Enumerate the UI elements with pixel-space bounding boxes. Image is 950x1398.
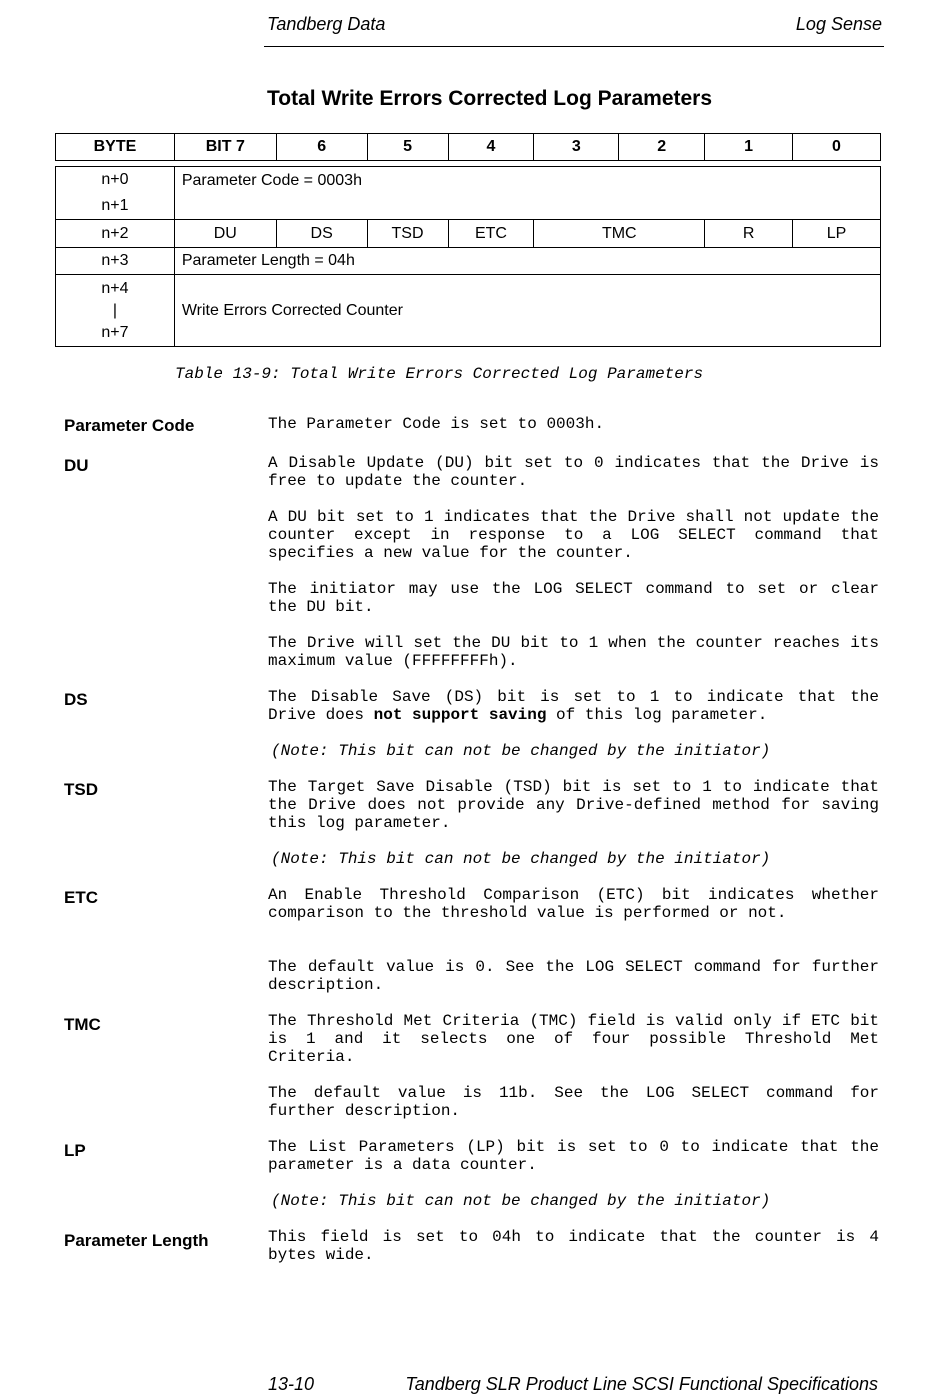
footer-page-number: 13-10 — [268, 1374, 315, 1394]
header-company: Tandberg Data — [267, 14, 386, 34]
ds-cell: DS — [276, 220, 367, 248]
desc-du-4: The Drive will set the DU bit to 1 when the counter reaches its maximum value (FFFFFFFFh). — [268, 634, 879, 670]
table-row — [56, 220, 881, 248]
byte-range-bar: | — [112, 301, 117, 319]
tsd-cell: TSD — [367, 220, 448, 248]
term-parameter-length: Parameter Length — [64, 1231, 209, 1250]
desc-parameter-length: This field is set to 04h to indicate that the counter is 4 bytes wide. — [268, 1228, 879, 1264]
etc-cell: ETC — [448, 220, 534, 248]
note-lp: (Note: This bit can not be changed by the initiator) — [271, 1192, 771, 1210]
desc-ds-text: The Disable Save (DS) bit is set to 1 to indicate that the Drive does — [268, 688, 879, 724]
lp-cell: LP — [793, 220, 881, 248]
col-header-bit3: 3 — [534, 134, 619, 161]
tmc-cell: TMC — [534, 220, 705, 248]
r-cell: R — [705, 220, 793, 248]
byte-label: n+0 — [101, 171, 129, 188]
table-caption: Table 13-9: Total Write Errors Corrected Log Parameters — [175, 365, 704, 383]
desc-ds-1 — [268, 688, 879, 724]
term-tmc: TMC — [64, 1015, 101, 1034]
desc-etc-1: An Enable Threshold Comparison (ETC) bit indicates whether comparison to the threshold value is performed or not. — [268, 886, 879, 922]
page-title: Total Write Errors Corrected Log Parameters — [267, 87, 713, 110]
parameter-length-cell: Parameter Length = 04h — [174, 248, 880, 275]
desc-parameter-code: The Parameter Code is set to 0003h. — [268, 415, 605, 433]
byte-label: n+3 — [56, 248, 175, 275]
byte-label: n+1 — [101, 197, 129, 214]
term-parameter-code: Parameter Code — [64, 416, 195, 435]
table-row — [56, 248, 881, 275]
col-header-byte: BYTE — [56, 134, 175, 161]
term-ds: DS — [64, 690, 88, 709]
desc-tmc-2: The default value is 11b. See the LOG SELECT command for further description. — [268, 1084, 879, 1120]
desc-du-3: The initiator may use the LOG SELECT command to set or clear the DU bit. — [268, 580, 879, 616]
bit-table-header — [55, 133, 881, 161]
term-tsd: TSD — [64, 780, 98, 799]
byte-label: n+7 — [101, 323, 129, 341]
desc-lp-1: The List Parameters (LP) bit is set to 0 to indicate that the parameter is a data counter. — [268, 1138, 879, 1174]
byte-cell — [56, 167, 175, 220]
col-header-bit1: 1 — [705, 134, 793, 161]
counter-cell: Write Errors Corrected Counter — [174, 275, 880, 347]
col-header-bit6: 6 — [276, 134, 367, 161]
header-rule — [264, 46, 884, 47]
desc-ds-text: of this log parameter. — [546, 706, 768, 724]
desc-tmc-1: The Threshold Met Criteria (TMC) field is valid only if ETC bit is 1 and it selects one of four possible Threshold Met Criteria. — [268, 1012, 879, 1066]
desc-du-1: A Disable Update (DU) bit set to 0 indicates that the Drive is free to update the counter. — [268, 454, 879, 490]
col-header-bit0: 0 — [793, 134, 881, 161]
col-header-bit2: 2 — [619, 134, 705, 161]
col-header-bit5: 5 — [367, 134, 448, 161]
note-ds: (Note: This bit can not be changed by the initiator) — [271, 742, 771, 760]
term-lp: LP — [64, 1141, 86, 1160]
desc-du-2: A DU bit set to 1 indicates that the Drive shall not update the counter except in response to a LOG SELECT command that specifies a new value for the counter. — [268, 508, 879, 562]
byte-cell — [56, 275, 175, 347]
footer-document-title: Tandberg SLR Product Line SCSI Functional Specifications — [405, 1374, 878, 1394]
desc-ds-emphasis: not support saving — [373, 706, 547, 724]
table-row — [56, 275, 881, 347]
header-section: Log Sense — [795, 14, 882, 34]
term-etc: ETC — [64, 888, 98, 907]
parameter-code-cell: Parameter Code = 0003h — [174, 167, 880, 220]
bit-table-body — [55, 166, 881, 347]
byte-label: n+4 — [101, 279, 129, 297]
desc-etc-2: The default value is 0. See the LOG SELECT command for further description. — [268, 958, 879, 994]
table-row — [56, 167, 881, 220]
col-header-bit4: 4 — [448, 134, 534, 161]
byte-label: n+2 — [56, 220, 175, 248]
term-du: DU — [64, 456, 89, 475]
desc-tsd-1: The Target Save Disable (TSD) bit is set to 1 to indicate that the Drive does not provide any Drive-defined method for saving this log parameter. — [268, 778, 879, 832]
du-cell: DU — [174, 220, 276, 248]
note-tsd: (Note: This bit can not be changed by the initiator) — [271, 850, 771, 868]
col-header-bit7: BIT 7 — [174, 134, 276, 161]
